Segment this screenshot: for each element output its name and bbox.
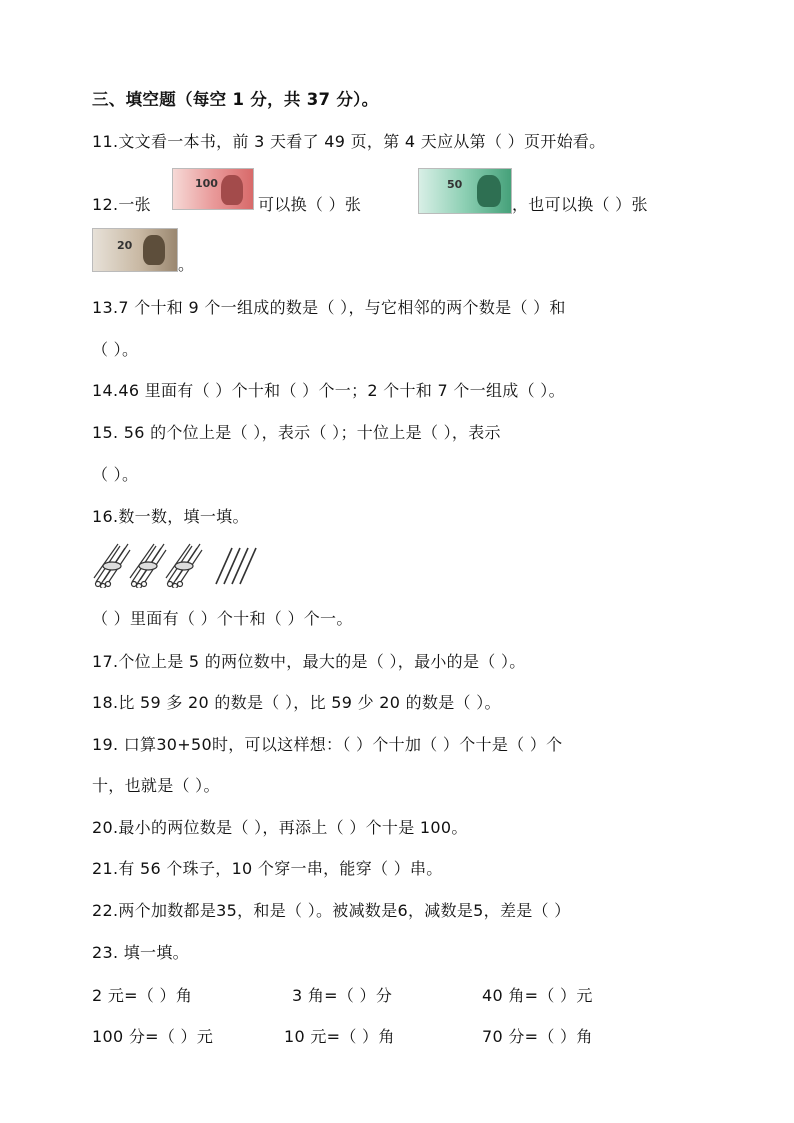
question-12-part-c: ，也可以换（ ）张 bbox=[512, 195, 648, 214]
question-16: 16.数一数，填一填。 bbox=[92, 507, 249, 526]
question-12-part-b: 可以换（ ）张 bbox=[258, 195, 362, 214]
question-11: 11.文文看一本书，前 3 天看了 49 页，第 4 天应从第（ ）页开始看。 bbox=[92, 132, 606, 151]
section-title: 三、填空题（每空 1 分，共 37 分）。 bbox=[92, 90, 379, 109]
question-15-line-2: （ ）。 bbox=[92, 465, 139, 484]
rmb-100-note-icon bbox=[172, 168, 254, 210]
question-13-line-1: 13.7 个十和 9 个一组成的数是（ ），与它相邻的两个数是（ ）和 bbox=[92, 298, 566, 317]
note-denomination: 50 bbox=[447, 178, 463, 191]
note-denomination: 20 bbox=[117, 239, 133, 252]
question-12-part-d: 。 bbox=[178, 255, 195, 274]
question-19-line-1: 19. 口算30+50时，可以这样想：（ ）个十加（ ）个十是（ ）个 bbox=[92, 735, 563, 754]
portrait-icon bbox=[477, 175, 501, 207]
question-23: 23. 填一填。 bbox=[92, 943, 189, 962]
conversion-item: 40 角=（ ）元 bbox=[482, 986, 593, 1005]
rmb-20-note-icon bbox=[92, 228, 178, 272]
conversion-item: 2 元=（ ）角 bbox=[92, 986, 193, 1005]
question-12-part-a: 12.一张 bbox=[92, 195, 151, 214]
conversion-item: 10 元=（ ）角 bbox=[284, 1027, 395, 1046]
conversion-item: 3 角=（ ）分 bbox=[292, 986, 393, 1005]
question-19-line-2: 十，也就是（ ）。 bbox=[92, 776, 220, 795]
bundle-of-ten-icon bbox=[94, 544, 202, 588]
question-16-answer: （ ）里面有（ ）个十和（ ）个一。 bbox=[92, 609, 353, 628]
question-15-line-1: 15. 56 的个位上是（ ），表示（ ）；十位上是（ ），表示 bbox=[92, 423, 501, 442]
note-denomination: 100 bbox=[195, 177, 218, 190]
conversion-item: 70 分=（ ）角 bbox=[482, 1027, 593, 1046]
question-18: 18.比 59 多 20 的数是（ ），比 59 少 20 的数是（ ）。 bbox=[92, 693, 501, 712]
single-sticks-icon bbox=[216, 548, 256, 584]
portrait-icon bbox=[143, 235, 165, 265]
question-14: 14.46 里面有（ ）个十和（ ）个一；2 个十和 7 个一组成（ ）。 bbox=[92, 381, 565, 400]
conversion-item: 100 分=（ ）元 bbox=[92, 1027, 214, 1046]
rmb-50-note-icon bbox=[418, 168, 512, 214]
question-21: 21.有 56 个珠子，10 个穿一串，能穿（ ）串。 bbox=[92, 859, 443, 878]
question-17: 17.个位上是 5 的两位数中，最大的是（ ），最小的是（ ）。 bbox=[92, 652, 526, 671]
question-13-line-2: （ ）。 bbox=[92, 340, 139, 359]
portrait-icon bbox=[221, 175, 243, 205]
question-20: 20.最小的两位数是（ ），再添上（ ）个十是 100。 bbox=[92, 818, 468, 837]
counting-sticks-icon bbox=[92, 540, 272, 588]
question-22: 22.两个加数都是35，和是（ ）。被减数是6，减数是5，差是（ ） bbox=[92, 901, 571, 920]
